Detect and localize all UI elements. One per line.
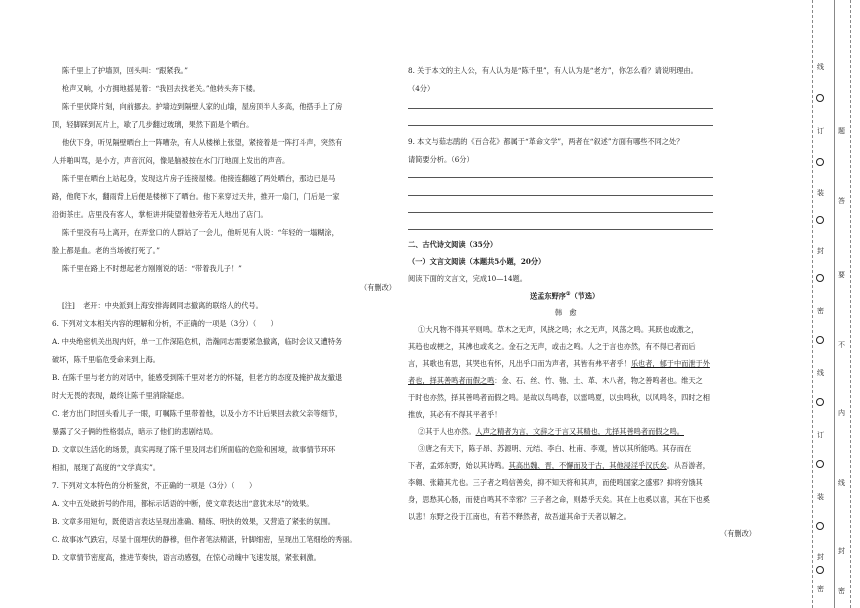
binding-hole <box>816 94 824 102</box>
binding-margin <box>790 0 860 608</box>
title-footnote-mark: ① <box>565 291 571 297</box>
question-8: 8. 关于本文的主人公，有人认为是“陈千里”，有人认为是“老方”，你怎么看？请说明理由。 <box>408 66 698 75</box>
passage-line: ③唐之有天下，陈子昂、苏源明、元结、李白、杜甫、李观，皆以其所能鸣。其存而在 <box>418 444 692 453</box>
passage-line: 李翱、张籍其尤也。三子者之鸣信善矣，抑不知天将和其声，而使鸣国家之盛邪？抑将穷饿其 <box>408 478 703 487</box>
paragraph: 陈千里上了护墙顶，回头叫：“跟紧我。” <box>62 66 188 75</box>
author: 韩 愈 <box>555 308 577 317</box>
binding-hole <box>816 158 824 166</box>
section-heading: 二、古代诗文阅读（35分） <box>408 240 498 249</box>
option-7a: A. 文中五处破折号的作用，都标示话语的中断，使文章表达出“意犹未尽”的效果。 <box>52 499 314 508</box>
question-6: 6. 下列对文本相关内容的理解和分析，不正确的一项是（3分）（ ） <box>52 319 278 328</box>
answer-line[interactable] <box>408 229 713 230</box>
binding-line <box>812 0 813 608</box>
binding-hole <box>816 398 824 406</box>
passage-line: ①大凡物不得其平则鸣。草木之无声，风挠之鸣；水之无声，风荡之鸣。其跃也或激之， <box>418 325 699 334</box>
passage-segment: 言，其歌也有思，其哭也有怀，凡出乎口而为声者，其皆有弗平者乎！ <box>408 359 631 368</box>
footnote <box>62 302 263 309</box>
passage-line: 推放，其必有不得其平者乎！ <box>408 410 502 419</box>
option-6a: A. 中央绝密机关出现内奸，单一工作深陷危机，浩瀚同志需要紧急撤离，临时会议又遭特务 <box>52 337 343 346</box>
margin-label: 订 <box>817 127 824 135</box>
passage-title <box>530 292 599 300</box>
passage-segment: ：金、石、丝、竹、匏、土、革、木八者，物之善鸣者也。维天之 <box>494 376 703 385</box>
passage-segment: 下者，孟郊东野，始以其诗鸣。 <box>408 461 509 470</box>
margin-label: 封 <box>838 547 845 555</box>
subsection-heading: （一）文言文阅读（本题共5小题，20分） <box>408 257 546 266</box>
margin-label: 订 <box>817 431 824 439</box>
paragraph: 路，他爬下水，翻雨背上后便是楼梯下了晒台。他下来穿过天井，推开一扇门，门后是一家 <box>52 192 340 201</box>
passage-line <box>408 360 710 367</box>
paragraph: 人并啪叫骂，是小方，声音沉闷，像是脑被按在水门汀地面上发出的声音。 <box>52 156 290 165</box>
paragraph: 沿街茶庄。店里没有客人，掌柜讲并陡望着他旁若无人地出了店门。 <box>52 210 268 219</box>
binding-line <box>850 0 851 608</box>
paragraph: 他伏下身，听见隔壁晒台上一阵嘈杂，有人从楼梯上张望，紧接着是一阵打斗声，突然有 <box>62 138 343 147</box>
paragraph: 脸上都是血。老的当场被打死了。” <box>52 246 160 255</box>
option-6d-cont: 相扣，展现了高度的“文学真实”。 <box>52 463 160 472</box>
passage-line: 身，思愁其心肠，而使自鸣其不幸邪？三子者之命，则悬乎天矣。其在上也奚以喜，其在下也奚 <box>408 495 710 504</box>
binding-hole <box>816 460 824 468</box>
margin-label: 不 <box>838 341 845 349</box>
source-note: （有删改） <box>720 529 756 538</box>
paragraph: 陈千里在路上不时想起老方刚刚说的话：“带着我儿子！” <box>62 264 242 273</box>
answer-line[interactable] <box>408 212 713 213</box>
passage-segment: 。从吾游者， <box>666 461 710 470</box>
margin-label: 封 <box>817 247 824 255</box>
option-6a-cont: 破坏，陈千里临危受命来到上海。 <box>52 355 160 364</box>
question-9-cont: 请简要分析。（6分） <box>408 155 474 164</box>
answer-line[interactable] <box>408 125 713 126</box>
margin-label: 要 <box>838 271 845 279</box>
paragraph: 陈千里伏降片刻，向前挪去。护墙边到隔壁人家的山墙，屋房顶半人多高，他搭手上了房 <box>62 102 343 111</box>
margin-label: 装 <box>817 189 824 197</box>
binding-hole <box>816 216 824 224</box>
margin-label: 线 <box>817 63 824 71</box>
passage-line: 其趋也或梗之，其沸也或炙之。金石之无声，或击之鸣。人之于言也亦然，有不得已者而后 <box>408 342 696 351</box>
title-text: 送孟东野序 <box>530 291 566 301</box>
question-7: 7. 下列对文本特色的分析鉴赏，不正确的一项是（3分）（ ） <box>52 481 257 490</box>
option-6c: C. 老方出门时回头看儿子一眼，叮嘱陈千里带着他，以及小方不计后果回去救父亲等细节， <box>52 409 343 418</box>
passage-line <box>408 462 710 469</box>
option-7b: B. 文章多用短句，既使语言表达呈现出准确、精练、明快的效果，又营造了紧张的氛围。 <box>52 517 335 526</box>
footnote-text: 老开：中央派到上海安排海阔同志撤离的联络人的代号。 <box>83 301 263 310</box>
underlined-sentence: 其高出魏、晋，不懈而及于古，其他浸淫乎汉氏矣 <box>508 461 667 470</box>
title-tail: （节选） <box>570 291 600 301</box>
paragraph: 陈千里在晒台上站起身，发现这片房子连接屋楼。他接连翻越了两处晒台，那边已是马 <box>62 174 336 183</box>
margin-label: 线 <box>817 369 824 377</box>
margin-label: 答 <box>838 197 845 205</box>
answer-line[interactable] <box>408 177 713 178</box>
option-6c-cont: 暴露了父子俩的性格弱点，暗示了他们的悲剧结局。 <box>52 427 218 436</box>
underlined-sentence: 人声之精者为言，文辞之于言又其精也，尤择其善鸣者而假之鸣。 <box>475 427 684 436</box>
margin-label: 线 <box>838 479 845 487</box>
question-9: 9. 本文与茹志鹃的《百合花》都属于“革命文学”，两者在“叙述”方面有哪些不同之处？ <box>408 137 684 146</box>
passage-segment: ②其于人也亦然。 <box>418 427 476 436</box>
margin-label: 题 <box>838 127 845 135</box>
margin-label: 密 <box>838 587 845 595</box>
paragraph: 枪声又响，小方拥地摇晃着：“我回去找老关。”他转头奔下楼。 <box>62 84 260 93</box>
passage-line <box>418 428 684 435</box>
margin-label: 封 <box>817 553 824 561</box>
footnote-label: [注] <box>62 301 75 310</box>
option-7c: C. 故事冰气跌宕，尽显十面埋伏的静穆，但作者笔法精湛，针脚细密，呈现出工笔细绘的秀丽。 <box>52 535 357 544</box>
source-note: （有删改） <box>360 283 396 292</box>
underlined-sentence: 乐也者，郁于中而泄于外 <box>630 359 710 368</box>
option-6b-cont: 时大无畏的表现，最终让陈千里消除疑虑。 <box>52 391 189 400</box>
instruction: 阅读下面的文言文，完成10—14题。 <box>408 274 527 283</box>
option-6b: B. 在陈千里与老方的对话中，能感受到陈千里对老方的怀疑，但老方的态度及掩护战友撤退 <box>52 373 343 382</box>
answer-line[interactable] <box>408 195 713 196</box>
underlined-sentence: 者也，择其善鸣者而假之鸣 <box>408 376 495 385</box>
margin-label: 装 <box>817 493 824 501</box>
passage-line <box>408 377 703 384</box>
margin-label: 内 <box>838 409 845 417</box>
binding-hole <box>816 522 824 530</box>
passage-line: 于时也亦然，择其善鸣者而假之鸣。是故以鸟鸣春，以雷鸣夏，以虫鸣秋，以风鸣冬，四时之相 <box>408 393 710 402</box>
binding-line <box>834 0 835 608</box>
passage-line: 以悲！东野之役于江南也，有若不释然者，故吾道其命于天者以解之。 <box>408 512 631 521</box>
binding-hole <box>816 274 824 282</box>
margin-label: 密 <box>817 307 824 315</box>
margin-label: 密 <box>817 585 824 593</box>
question-8-score: （4分） <box>408 84 435 93</box>
option-7d: D. 文章情节密度高，推进节奏快，语言动感强，在惊心动魄中飞速发展，紧张刺激。 <box>52 553 321 562</box>
binding-hole <box>816 336 824 344</box>
answer-line[interactable] <box>408 108 713 109</box>
paragraph: 顶，轻脚踩到瓦片上，歇了几步翻过玻璃，果然下面是个晒台。 <box>52 120 254 129</box>
option-6d: D. 文章以生活化的场景，真实再现了陈千里及同志们所面临的危险和困境，故事情节环环 <box>52 445 336 454</box>
paragraph: 陈千里没有马上离开，在弄堂口的人群站了一会儿，他听见有人说：“年轻的一塌糊涂， <box>62 228 339 237</box>
binding-hole <box>816 566 824 574</box>
